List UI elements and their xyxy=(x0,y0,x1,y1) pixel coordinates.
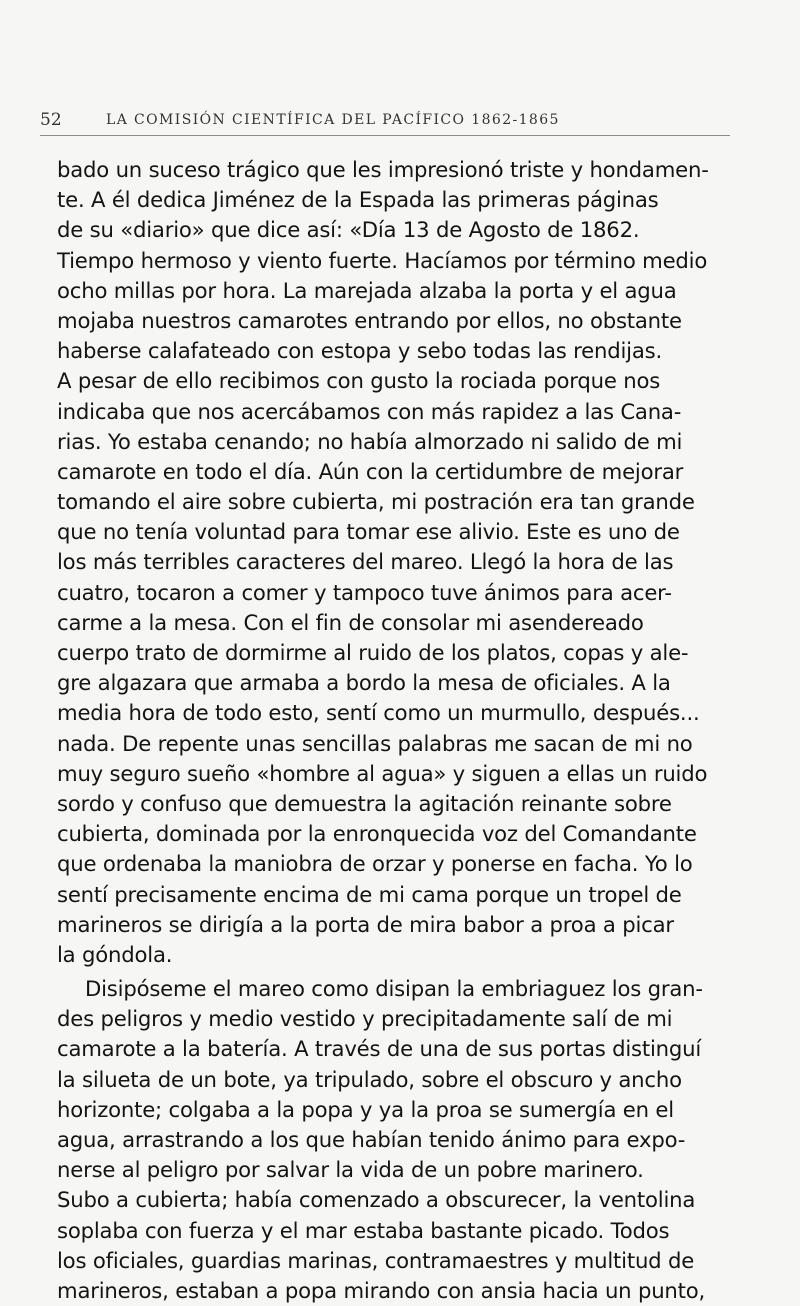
text-line: los más terribles caracteres del mareo. Llegó la hora de las xyxy=(57,549,674,575)
text-line: rias. Yo estaba cenando; no había almorzado ni salido de mi xyxy=(57,428,683,454)
text-line: sordo y confuso que demuestra la agitación reinante sobre xyxy=(57,790,672,816)
text-line: muy seguro sueño «hombre al agua» y siguen a ellas un ruido xyxy=(57,760,708,786)
text-line: carme a la mesa. Con el fin de consolar mi asendereado xyxy=(57,609,644,635)
running-title: LA COMISIÓN CIENTÍFICA DEL PACÍFICO 1862-1865 xyxy=(106,112,560,128)
text-line: cuerpo trato de dormirme al ruido de los platos, copas y ale- xyxy=(57,640,689,665)
text-line: bado un suceso trágico que les impresionó triste y hondamen- xyxy=(57,157,709,182)
text-line: cubierta, dominada por la enronquecida voz del Comandante xyxy=(57,821,697,847)
paragraph-1 xyxy=(57,155,717,970)
body-text xyxy=(57,155,717,1306)
text-line: Subo a cubierta; había comenzado a obscurecer, la ventolina xyxy=(57,1187,696,1213)
text-line: marineros, estaban a popa mirando con ansia hacia un punto, xyxy=(57,1277,706,1303)
text-line: ocho millas por hora. La marejada alzaba la porta y el agua xyxy=(57,277,677,303)
text-line: sentí precisamente encima de mi cama porque un tropel de xyxy=(57,881,682,907)
page-header xyxy=(40,108,730,138)
text-line: marineros se dirigía a la porta de mira babor a proa a picar xyxy=(57,911,674,937)
text-line: Tiempo hermoso y viento fuerte. Hacíamos por término medio xyxy=(57,247,708,273)
text-line: gre algazara que armaba a bordo la mesa de oficiales. A la xyxy=(57,670,671,696)
text-line: media hora de todo esto, sentí como un murmullo, después... xyxy=(57,700,700,726)
text-line: soplaba con fuerza y el mar estaba bastante picado. Todos xyxy=(57,1217,670,1243)
text-line: de su «diario» que dice así: «Día 13 de Agosto de 1862. xyxy=(57,217,640,243)
header-rule xyxy=(40,135,730,136)
paragraph-2 xyxy=(57,974,717,1306)
text-line: nerse al peligro por salvar la vida de un pobre marinero. xyxy=(57,1157,644,1183)
text-line: que no tenía voluntad para tomar ese alivio. Este es uno de xyxy=(57,519,680,545)
text-line: haberse calafateado con estopa y sebo todas las rendijas. xyxy=(57,338,663,364)
text-line: te. A él dedica Jiménez de la Espada las primeras páginas xyxy=(57,187,659,213)
text-line: la silueta de un bote, ya tripulado, sobre el obscuro y ancho xyxy=(57,1066,682,1092)
text-line: Disipóseme el mareo como disipan la embriaguez los gran- xyxy=(85,976,703,1002)
text-line: agua, arrastrando a los que habían tenido ánimo para expo- xyxy=(57,1127,686,1152)
text-line: mojaba nuestros camarotes entrando por ellos, no obstante xyxy=(57,307,682,333)
text-line: cuatro, tocaron a comer y tampoco tuve ánimos para acer- xyxy=(57,579,672,605)
text-line: la góndola. xyxy=(57,941,173,967)
text-line: horizonte; colgaba a la popa y ya la proa se sumergía en el xyxy=(57,1096,674,1122)
text-line: tomando el aire sobre cubierta, mi postración era tan grande xyxy=(57,489,695,515)
text-line: que ordenaba la maniobra de orzar y ponerse en facha. Yo lo xyxy=(57,851,693,877)
text-line: camarote a la batería. A través de una de sus portas distinguí xyxy=(57,1036,702,1062)
text-line: los oficiales, guardias marinas, contramaestres y multitud de xyxy=(57,1247,695,1273)
text-line: A pesar de ello recibimos con gusto la rociada porque nos xyxy=(57,368,661,394)
text-line: indicaba que nos acercábamos con más rapidez a las Cana- xyxy=(57,398,682,424)
page-number: 52 xyxy=(40,110,62,130)
text-line: nada. De repente unas sencillas palabras me sacan de mi no xyxy=(57,730,693,756)
text-line: des peligros y medio vestido y precipitadamente salí de mi xyxy=(57,1006,673,1032)
text-line: camarote en todo el día. Aún con la certidumbre de mejorar xyxy=(57,458,684,484)
